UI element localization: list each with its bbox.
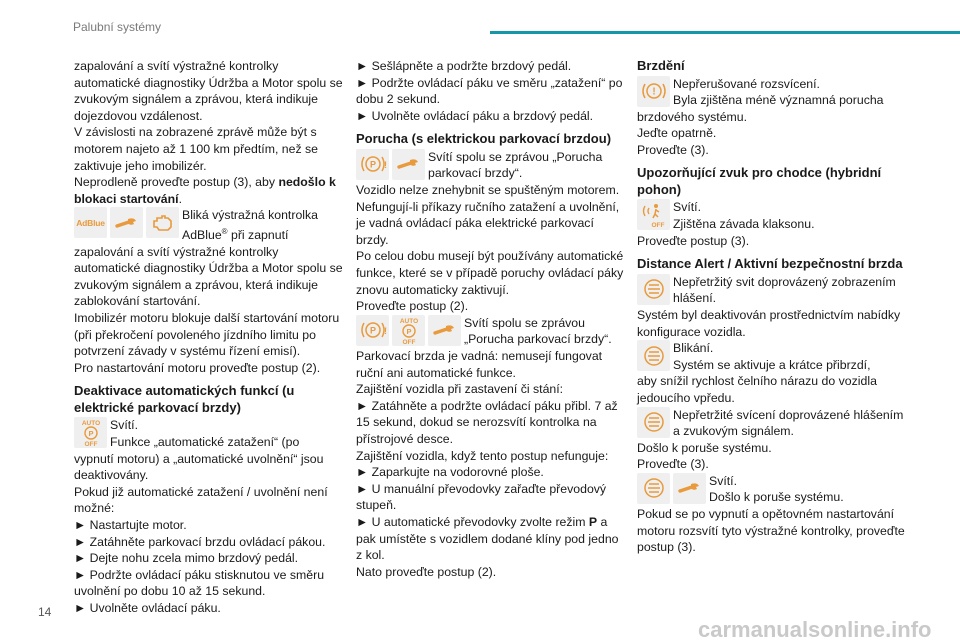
paragraph: Proveďte postup (3). — [637, 233, 750, 248]
paragraph: Systém byl deaktivován prostřednictvím nabídky konfigurace vozidla. — [637, 307, 901, 339]
distance-alert-icon — [637, 407, 670, 438]
column-3 — [637, 58, 905, 556]
header-accent-bar — [490, 31, 960, 34]
paragraph: Jeďte opatrně. — [637, 126, 717, 141]
distance-alert-icon — [637, 473, 670, 504]
section-title: Palubní systémy — [73, 20, 162, 34]
parking-brake-warning-icon — [356, 149, 389, 180]
page-number: 14 — [38, 605, 52, 619]
step: ► U automatické převodovky zvolte režim P a pak umístěte s vozidlem dodané klíny pod jedno z kol. — [356, 514, 619, 563]
svg-text:P: P — [405, 326, 412, 336]
warning-row-pedestrian-sound — [637, 199, 905, 232]
step: ► Podržte ovládací páku ve směru „zatažení“ po dobu 2 sekund. — [356, 75, 623, 107]
parking-brake-warning-icon — [356, 315, 389, 346]
warning-row-distance-alert-2 — [637, 340, 905, 373]
paragraph: Neprodleně proveďte postup (3), aby nedošlo k blokaci startování. — [74, 175, 336, 206]
warning-text: Bliká výstražná kontrolka AdBlue® při zapnutí — [182, 208, 319, 243]
paragraph: Proveďte (3). — [637, 457, 709, 472]
svg-text:OFF: OFF — [651, 221, 664, 228]
paragraph: Pokud již automatické zatažení / uvolnění není možné: — [74, 484, 328, 516]
warning-row-distance-alert-4 — [637, 473, 905, 506]
warning-row-distance-alert-1 — [637, 274, 905, 307]
step: ► Zatáhněte a podržte ovládací páku přibl. 7 až 15 sekund, dokud se nerozsvítí kontrolka na přístrojové desce. — [356, 398, 618, 446]
warning-text: Svítí spolu se zprávou „Porucha parkovací brzdy“. — [428, 149, 603, 181]
column-1 — [74, 58, 344, 617]
paragraph: Nato proveďte postup (2). — [356, 564, 497, 579]
warning-row-auto-off — [74, 417, 344, 450]
warning-row-parking-brake-fault — [356, 315, 626, 348]
pedestrian-sound-off-icon — [637, 199, 670, 230]
warning-text: Svítí. Funkce „automatické zatažení“ (po — [110, 418, 300, 449]
paragraph: Parkovací brzda je vadná: nemusejí fungovat ruční ani automatické funkce. — [356, 349, 603, 380]
paragraph: Vozidlo nelze znehybnit se spuštěným motorem. Nefungují-li příkazy ručního zatažení a uvolnění, je vadná ovládací páka elektrické parkovací brzdy. — [356, 183, 620, 247]
section-heading: Upozorňující zvuk pro chodce (hybridní pohon) — [637, 165, 882, 197]
engine-icon — [146, 207, 179, 238]
wrench-icon — [673, 473, 706, 504]
warning-text: Svítí spolu se zprávou „Porucha parkovací brzdy“. — [464, 315, 612, 347]
svg-text:P: P — [369, 325, 376, 336]
paragraph: Zajištění vozidla při zastavení či stání: — [356, 382, 564, 397]
svg-text:AUTO: AUTO — [399, 317, 418, 325]
distance-alert-icon — [637, 274, 670, 305]
warning-text: Nepřerušované rozsvícení. Byla zjištěna méně významná porucha — [673, 76, 884, 108]
wrench-icon — [110, 207, 143, 238]
warning-row-distance-alert-3 — [637, 407, 905, 440]
paragraph: brzdového systému. — [637, 109, 748, 124]
step: ► U manuální převodovky zařaďte převodový stupeň. — [356, 481, 607, 513]
paragraph: V závislosti na zobrazené zprávě může být s motorem najeto až 1 100 km předtím, než se zaktivuje jeho imobilizér. — [74, 125, 319, 173]
svg-text:OFF: OFF — [84, 441, 97, 448]
wrench-icon — [428, 315, 461, 346]
section-heading: Porucha (s elektrickou parkovací brzdou) — [356, 131, 612, 147]
warning-text: Nepřetržité svícení doprovázené hlášením a zvukovým signálem. — [673, 407, 904, 439]
paragraph: Pro nastartování motoru proveďte postup (2). — [74, 360, 321, 375]
warning-text: Svítí. Zjištěna závada klaksonu. — [673, 200, 815, 232]
auto-off-brake-icon — [392, 315, 425, 346]
svg-text:!: ! — [383, 326, 387, 337]
paragraph: Proveďte (3). — [637, 142, 709, 157]
step: ► Zatáhněte parkovací brzdu ovládací pákou. — [74, 534, 326, 549]
paragraph: vypnutí motoru) a „automatické uvolnění“ jsou deaktivovány. — [74, 451, 324, 483]
brake-warning-icon — [637, 76, 670, 107]
step: ► Zaparkujte na vodorovné ploše. — [356, 465, 544, 480]
svg-text:AUTO: AUTO — [81, 420, 100, 428]
svg-text:OFF: OFF — [402, 338, 415, 345]
svg-text:!: ! — [383, 160, 387, 171]
step: ► Nastartujte motor. — [74, 517, 187, 532]
svg-text:P: P — [369, 159, 376, 170]
paragraph: Imobilizér motoru blokuje další startování motoru (při překročení povoleného jízdního limitu po potvrzení závady v systému řízení emisí). — [74, 311, 340, 359]
paragraph: zapalování a svítí výstražné kontrolky automatické diagnostiky Údržba a Motor spolu se zvukovým signálem a zprávou, která indikuje zablokování startování. — [74, 244, 343, 309]
svg-text:!: ! — [651, 86, 656, 98]
warning-text: Nepřetržitý svit doprovázený zobrazením hlášení. — [673, 274, 896, 306]
paragraph: Po celou dobu musejí být používány automatické funkce, které se v případě poruchy ovládací páky znovu automaticky zaktivují. — [356, 249, 624, 297]
paragraph: Pokud se po vypnutí a opětovném nastartování motoru rozsvítí tyto výstražné kontrolky, proveďte postup (3). — [637, 507, 905, 555]
paragraph: zapalování a svítí výstražné kontrolky automatické diagnostiky Údržba a Motor spolu se zvukovým signálem a zprávou, která indikuje dojezdovou vzdálenost. — [74, 59, 343, 123]
paragraph: aby snížil rychlost čelního nárazu do vozidla jedoucího vpředu. — [637, 374, 877, 405]
step: ► Podržte ovládací páku stisknutou ve směru uvolnění po dobu 10 až 15 sekund. — [74, 567, 325, 599]
auto-off-brake-icon — [74, 417, 107, 448]
watermark: carmanualsonline.info — [698, 617, 932, 642]
step: ► Uvolněte ovládací páku a brzdový pedál. — [356, 108, 594, 123]
paragraph: Proveďte postup (2). — [356, 299, 469, 314]
wrench-icon — [392, 149, 425, 180]
section-heading: Distance Alert / Aktivní bezpečnostní brzda — [637, 256, 903, 272]
svg-text:P: P — [87, 429, 94, 439]
warning-text: Blikání. Systém se aktivuje a krátce přibrzdí, — [673, 341, 871, 372]
warning-row-adblue — [74, 207, 344, 243]
warning-text: Svítí. Došlo k poruše systému. — [709, 473, 844, 505]
warning-row-brake — [637, 76, 905, 109]
column-2 — [356, 58, 626, 580]
paragraph: Došlo k poruše systému. — [637, 440, 772, 455]
section-heading: Deaktivace automatických funkcí (u elektrické parkovací brzdy) — [74, 383, 295, 415]
adblue-icon: AdBlue — [74, 207, 107, 238]
section-heading: Brzdění — [637, 58, 685, 73]
step: ► Uvolněte ovládací páku. — [74, 600, 221, 615]
warning-row-parking-brake — [356, 149, 626, 182]
paragraph: Zajištění vozidla, když tento postup nefunguje: — [356, 448, 609, 463]
step: ► Dejte nohu zcela mimo brzdový pedál. — [74, 551, 299, 566]
step: ► Sešlápněte a podržte brzdový pedál. — [356, 59, 572, 73]
distance-alert-icon — [637, 340, 670, 371]
